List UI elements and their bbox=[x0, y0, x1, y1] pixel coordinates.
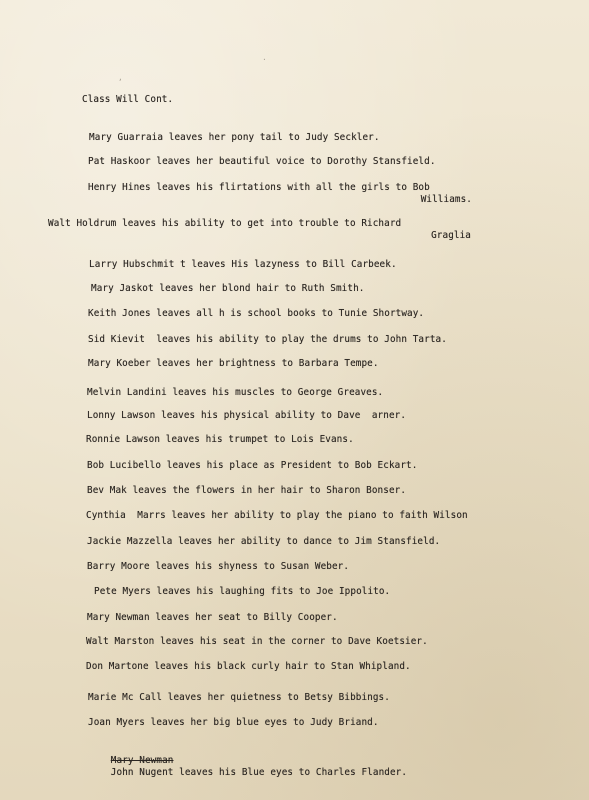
will-entry: Mary Newman leaves her seat to Billy Cooper. bbox=[87, 612, 338, 623]
will-entry: Ronnie Lawson leaves his trumpet to Lois Evans. bbox=[86, 434, 354, 445]
will-entry-text: John Nugent leaves his Blue eyes to Charles Flander. bbox=[110, 767, 408, 778]
will-entry-with-strikeout bbox=[88, 743, 407, 791]
ink-smudge-mark: · bbox=[262, 55, 267, 64]
will-entry: Melvin Landini leaves his muscles to George Greaves. bbox=[87, 387, 384, 398]
will-entry: Barry Moore leaves his shyness to Susan Weber. bbox=[87, 561, 350, 572]
will-entry: Jackie Mazzella leaves her ability to dance to Jim Stansfield. bbox=[87, 536, 441, 547]
struck-out-name: Mary Newman bbox=[110, 755, 174, 766]
will-entry: Mary Guarraia leaves her pony tail to Judy Seckler. bbox=[89, 132, 380, 143]
will-entry: Henry Hines leaves his flirtations with all the girls to Bob bbox=[88, 182, 430, 193]
will-entry: Keith Jones leaves all h is school books to Tunie Shortway. bbox=[88, 308, 425, 319]
will-entry: Bob Lucibello leaves his place as President to Bob Eckart. bbox=[87, 460, 418, 471]
will-entry: Pete Myers leaves his laughing fits to Joe Ippolito. bbox=[94, 586, 391, 597]
will-entry: Walt Marston leaves his seat in the corner to Dave Koetsier. bbox=[86, 636, 428, 647]
will-entry: Mary Koeber leaves her brightness to Barbara Tempe. bbox=[88, 358, 379, 369]
will-entry: Mary Jaskot leaves her blond hair to Ruth Smith. bbox=[91, 283, 365, 294]
will-entry: Pat Haskoor leaves her beautiful voice to Dorothy Stansfield. bbox=[88, 156, 436, 167]
will-entry: Joan Myers leaves her big blue eyes to Judy Briand. bbox=[88, 717, 379, 728]
will-entry-continuation: Graglia bbox=[431, 230, 471, 241]
will-entry: Marie Mc Call leaves her quietness to Betsy Bibbings. bbox=[88, 692, 390, 703]
will-entry: Bev Mak leaves the flowers in her hair to Sharon Bonser. bbox=[87, 485, 407, 496]
will-entry: Walt Holdrum leaves his ability to get into trouble to Richard bbox=[48, 218, 402, 229]
page-heading: Class Will Cont. bbox=[82, 94, 174, 105]
will-entry: Cynthia Marrs leaves her ability to play the piano to faith Wilson bbox=[86, 510, 468, 521]
will-entry: Sid Kievit leaves his ability to play the drums to John Tarta. bbox=[88, 334, 447, 345]
will-entry: Lonny Lawson leaves his physical ability to Dave arner. bbox=[87, 410, 407, 421]
will-entry-continuation: Williams. bbox=[420, 194, 472, 205]
ink-smudge-mark: ‚ bbox=[118, 73, 123, 82]
will-entry: Don Martone leaves his black curly hair to Stan Whipland. bbox=[86, 661, 411, 672]
will-entry: Larry Hubschmit t leaves His lazyness to Bill Carbeek. bbox=[89, 259, 397, 270]
